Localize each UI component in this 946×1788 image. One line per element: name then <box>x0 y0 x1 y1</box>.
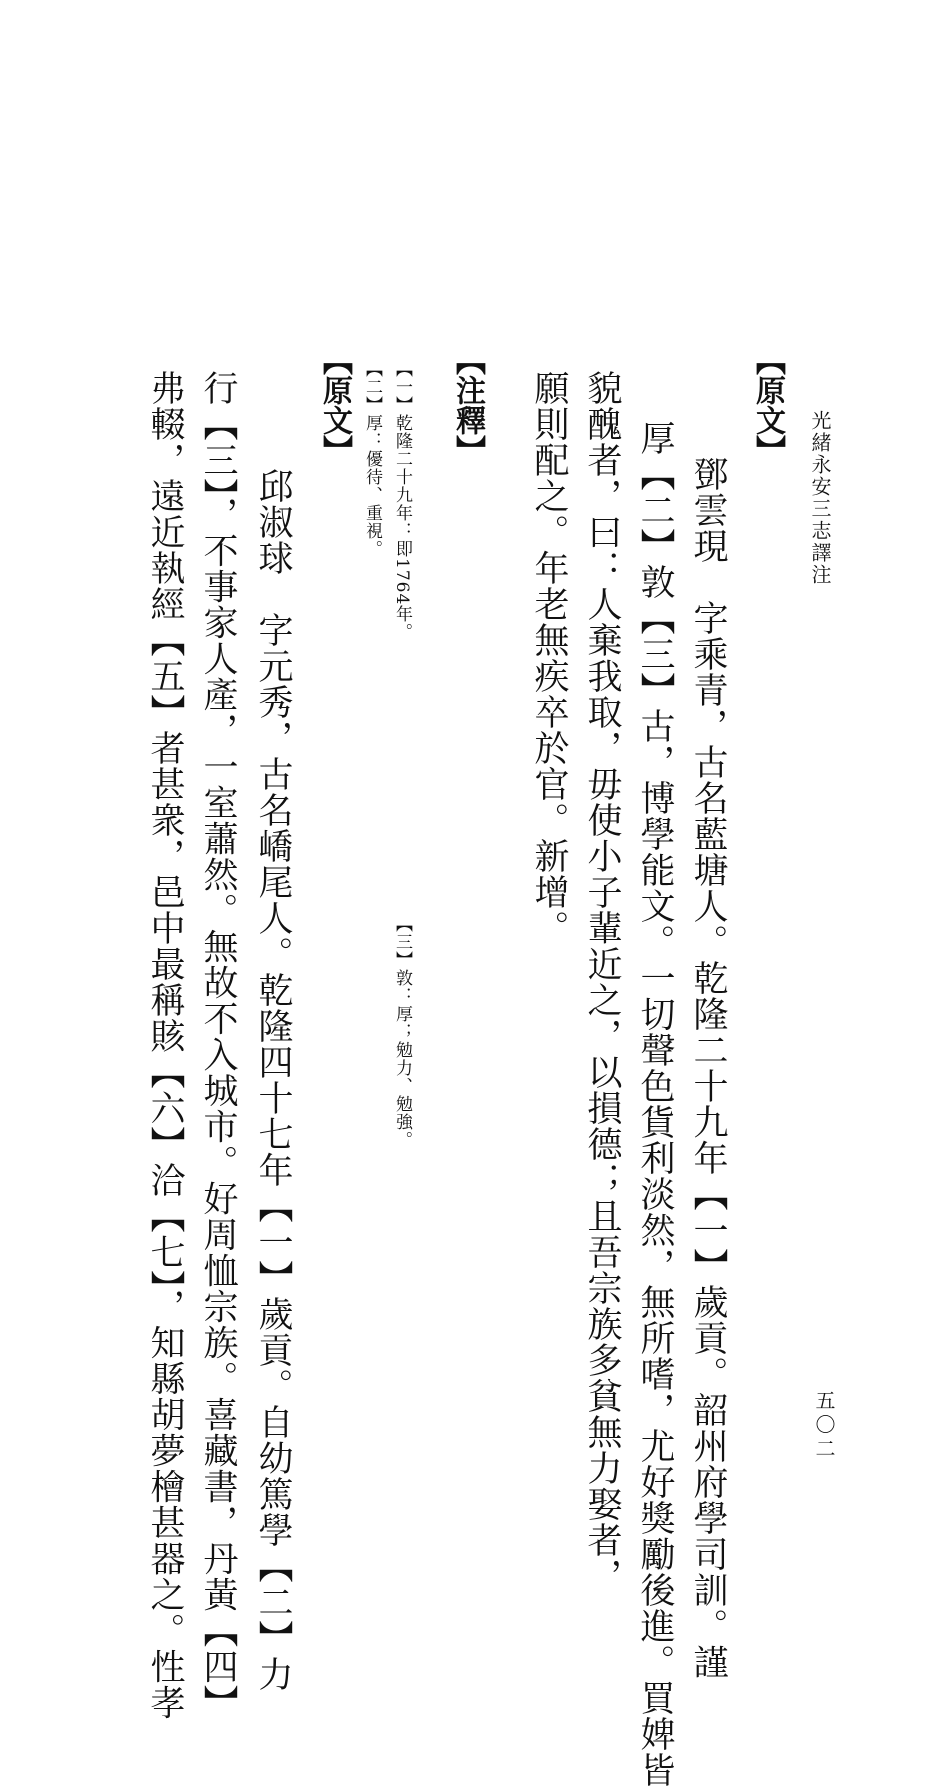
section-heading-original-text-1: 【原文】 <box>750 345 785 465</box>
text-line: 邱淑球 字元秀，古名嶠尾人。乾隆四十七年【一】歲貢。自幼篤學【二】力 <box>253 432 293 1692</box>
page-number: 五〇二 <box>812 1390 836 1462</box>
note-item: 【一】乾隆二十九年：即1764年。 <box>392 360 412 642</box>
text-line: 弗輟，遠近執經【五】者甚衆，邑中最稱賅【六】洽【七】，知縣胡夢檜甚器之。性孝 <box>145 370 185 1721</box>
text-line: 鄧雲現 字乘青，古名藍塘人。乾隆二十九年【一】歲貢。韶州府學司訓。謹 <box>688 420 728 1680</box>
section-heading-notes: 【注釋】 <box>450 345 485 465</box>
text-line: 願則配之。年老無疾卒於官。新增。 <box>529 370 569 946</box>
text-line: 厚【二】敦【三】古，博學能文。一切聲色貨利淡然，無所嗜，尤好獎勵後進。買婢皆 <box>635 420 675 1788</box>
section-heading-original-text-2: 【原文】 <box>317 345 352 465</box>
running-header-title: 光緒永安三志譯注 <box>808 410 832 586</box>
text-line: 行【三】，不事家人產，一室蕭然。無故不入城市。好周恤宗族。喜藏書，丹黃【四】 <box>198 370 238 1721</box>
note-item: 【三】敦：厚；勉力、勉強。 <box>392 915 412 1149</box>
note-item: 【二】厚：優待、重視。 <box>362 360 382 558</box>
text-line: 貌醜者，曰：人棄我取，毋使小子輩近之，以損德；且吾宗族多貧無力娶者， <box>582 370 622 1594</box>
